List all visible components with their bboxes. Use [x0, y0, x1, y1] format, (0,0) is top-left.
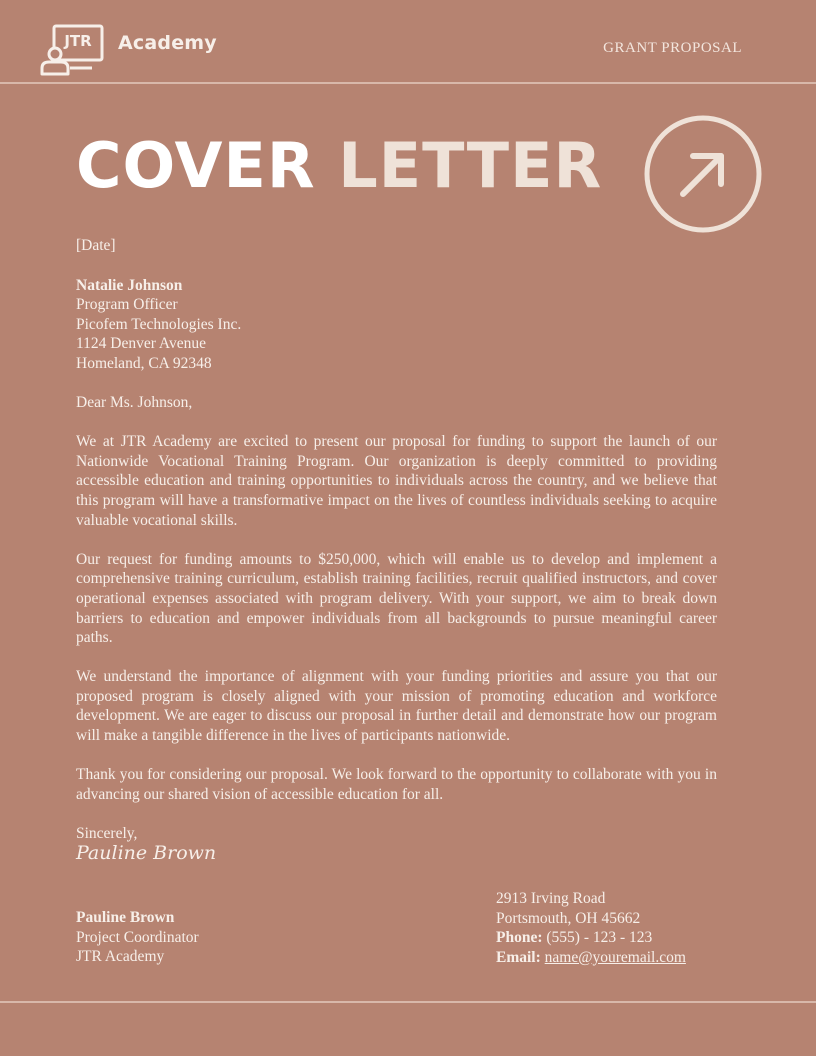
contact-city: Portsmouth, OH 45662 [496, 909, 641, 927]
recipient-city: Homeland, CA 92348 [76, 354, 212, 372]
sender-org: JTR Academy [76, 948, 165, 966]
sender-block [76, 908, 199, 967]
phone-value: (555) - 123 - 123 [546, 929, 653, 947]
recipient-role: Program Officer [76, 296, 178, 314]
body-paragraph: Thank you for considering our proposal. We look forward to the opportunity to collaborate with you in advancing our shared vision of accessible education for all. [76, 766, 717, 803]
title-word-2: LETTER [338, 129, 603, 202]
greeting: Dear Ms. Johnson, [76, 393, 193, 411]
sender-name: Pauline Brown [76, 909, 175, 926]
contact-phone [496, 928, 686, 948]
contact-email [496, 948, 686, 968]
page-title [76, 130, 602, 202]
body-paragraph: Our request for funding amounts to $250,000, which will enable us to develop and implement a comprehensive training curriculum, establish training facilities, recruit qualified instructors, and cover operational expenses associated with program delivery. With your support, we aim to break down barriers to education and empower individuals from all backgrounds to pursue meaningful career paths. [76, 550, 717, 647]
arrow-up-right-circle-icon [643, 114, 763, 234]
letter-body [76, 236, 717, 863]
recipient-company: Picofem Technologies Inc. [76, 315, 242, 333]
body-paragraph: We at JTR Academy are excited to present our proposal for funding to support the launch of our Nationwide Vocational Training Program. Our organization is deeply committed to providing accessible education and training opportunities to individuals across the country, and we believe that this program will have a transformative impact on the lives of countless individuals seeking to acquire valuable vocational skills. [76, 433, 717, 529]
recipient-address [76, 276, 717, 374]
header [0, 0, 816, 82]
document-type: GRANT PROPOSAL [603, 40, 742, 56]
logo-text: JTR [64, 32, 92, 50]
footer-divider [0, 1001, 816, 1003]
letter-date: [Date] [76, 237, 116, 254]
sender-role: Project Coordinator [76, 928, 199, 946]
phone-label: Phone: [496, 929, 543, 947]
title-word-1: COVER [76, 129, 316, 202]
recipient-street: 1124 Denver Avenue [76, 335, 206, 353]
header-divider [0, 82, 816, 84]
body-paragraph: We understand the importance of alignment with your funding priorities and assure you that our proposed program is closely aligned with your mission of promoting education and workforce development. We are eager to discuss our proposal in further detail and demonstrate how our program will make a tangible difference in the lives of participants nationwide. [76, 668, 717, 745]
brand-name: Academy [118, 32, 217, 54]
presenter-logo-icon [40, 24, 104, 76]
contact-block [496, 889, 686, 967]
email-link[interactable]: name@youremail.com [544, 948, 686, 966]
recipient-name: Natalie Johnson [76, 276, 183, 294]
email-label: Email: [496, 948, 541, 966]
closing: Sincerely, [76, 825, 138, 843]
handwritten-signature: Pauline Brown [76, 841, 217, 864]
contact-street: 2913 Irving Road [496, 890, 606, 907]
